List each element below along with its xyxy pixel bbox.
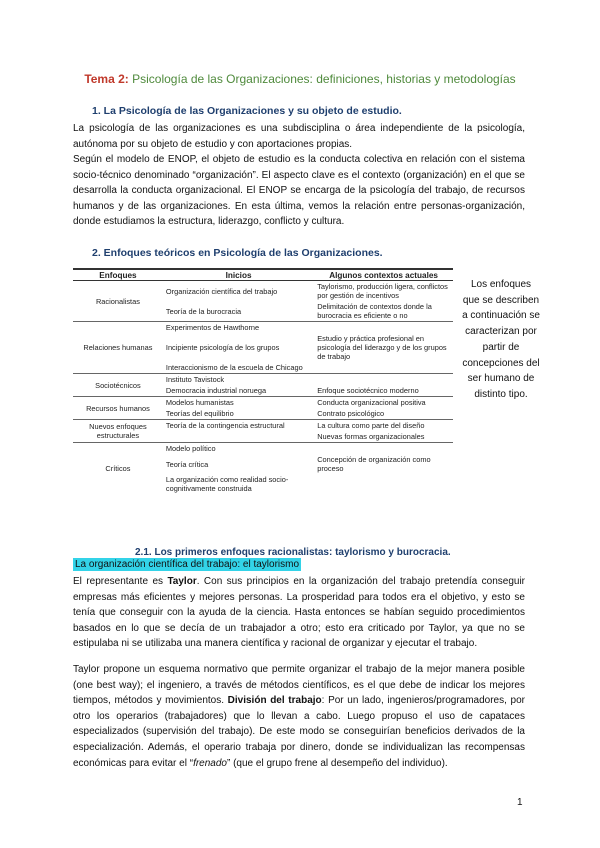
section-2-1-heading: 2.1. Los primeros enfoques racionalistas: taylorismo y burocracia. [135, 547, 451, 558]
p1-text-b: . Con sus principios en la organización del trabajo pretendía conseguir empresas más eficientes y mejores personas. La prosperidad para todos era el objetivo, y esto se tenía que conseguir con la ayuda de la ciencia. Hasta entonces se habían seguido procedimientos basados en lo que se decía de un trabajador a otro; esto era criticado por Taylor, ya que no se estipulaba ni se utilizaba una manera científica y racional de organizar y ejecutar el trabajo. [73, 576, 526, 650]
cell-inicio: Interaccionismo de la escuela de Chicago [165, 363, 303, 372]
cell-enfoque: Racionalistas [95, 296, 140, 306]
title-rest: Psicología de las Organizaciones: definiciones, historias y metodologías [132, 72, 516, 86]
cell-contexto [314, 474, 453, 494]
document-title [0, 72, 600, 86]
taylor-paragraph-1 [73, 574, 525, 652]
cell-enfoque: Recursos humanos [73, 397, 163, 420]
highlighted-subheading: La organización científica del trabajo: el taylorismo [75, 559, 300, 570]
table-row [73, 397, 453, 409]
cell-inicio: Instituto Tavistock [163, 374, 314, 386]
table-row [73, 374, 453, 386]
cell-inicio: Modelo político [163, 443, 314, 455]
table-row [73, 443, 453, 455]
cell-enfoque: Sociotécnicos [73, 374, 163, 397]
cell-enfoque: Relaciones humanas [73, 322, 163, 374]
header-enfoques: Enfoques [73, 269, 163, 281]
cell-inicio: Teorías del equilibrio [165, 409, 234, 418]
p2-text-c: ” (que el grupo frene al desempeño del individuo). [226, 757, 448, 769]
header-contextos: Algunos contextos actuales [314, 269, 453, 281]
approaches-table [73, 268, 453, 494]
table-row [73, 420, 453, 432]
table-row [73, 322, 453, 334]
cell-contexto: Concepción de organización como proceso [317, 455, 431, 473]
cell-contexto: Delimitación de contextos donde la burocracia es eficiente o no [317, 302, 432, 320]
cell-inicio: Organización científica del trabajo [165, 286, 278, 296]
title-lead: Tema 2: [84, 72, 129, 86]
cell-contexto: Enfoque sociotécnico moderno [317, 386, 419, 395]
section-2-heading: 2. Enfoques teóricos en Psicología de las Organizaciones. [92, 247, 383, 259]
cell-contexto [314, 322, 453, 334]
cell-inicio: Teoría de la burocracia [165, 306, 242, 316]
section-1-paragraph-2: Según el modelo de ENOP, el objeto de estudio es la conducta colectiva en relación con el sistema socio-técnico denominado “organización”. El aspecto clave es el contexto (organización) en el que se desarrolla la conducta organizacional. El ENOP se encarga de la psicología del trabajo, de recursos humanos y de las organizaciones. En esta última, vemos la relación entre personas-organización, donde estudiamos la estructura, liderazgo, conflicto y cultura. [73, 154, 525, 228]
table-body [73, 281, 453, 495]
section-1-paragraph-1: La psicología de las organizaciones es una subdisciplina o área independiente de la psicología, autónoma por su objeto de estudio y con aportaciones propias. [73, 123, 525, 150]
section-1-heading: 1. La Psicología de las Organizaciones y su objeto de estudio. [92, 105, 402, 117]
cell-contexto [314, 443, 453, 455]
cell-inicio: La organización como realidad socio-cognitivamente construida [165, 475, 289, 493]
cell-inicio: Teoría de la contingencia estructural [163, 420, 314, 432]
p2-text-a: Taylor propone un esquema normativo que permite organizar el trabajo de la mejor manera posible (one best way); el ingeniero, a través de métodos científicos, es el que debe de indicar los mejores tiempos, métodos y movimientos. [73, 664, 525, 707]
table-side-note: Los enfoques que se describen a continuación se caracterizan por partir de concepciones del ser humano de distinto tipo. [462, 279, 540, 400]
cell-contexto: Nuevas formas organizacionales [317, 432, 425, 441]
table-header-row [73, 269, 453, 281]
cell-enfoque: Nuevos enfoques estructurales [73, 420, 163, 443]
cell-contexto: La cultura como parte del diseño [314, 420, 453, 432]
cell-contexto: Contrato psicológico [317, 409, 385, 418]
cell-inicio [163, 431, 314, 443]
frenado-term: frenado [193, 757, 227, 769]
cell-contexto [314, 374, 453, 386]
cell-inicio: Democracia industrial noruega [165, 386, 267, 395]
page-number: 1 [517, 797, 523, 808]
cell-inicio: Modelos humanistas [163, 397, 314, 409]
cell-contexto: Estudio y práctica profesional en psicología del liderazgo y de los grupos de trabajo [317, 334, 447, 361]
cell-inicio: Incipiente psicología de los grupos [165, 343, 280, 352]
taylor-paragraph-2 [73, 662, 525, 771]
table-row [73, 281, 453, 302]
cell-contexto: Conducta organizacional positiva [314, 397, 453, 409]
division-del-trabajo: División del trabajo [227, 695, 322, 707]
cell-enfoque: Críticos [73, 443, 163, 495]
cell-inicio: Experimentos de Hawthorne [163, 322, 314, 334]
cell-inicio: Teoría crítica [165, 459, 209, 469]
p2-text-b: : Por un lado, ingenieros/programadores, por otro los operarios (trabajadores) que lo llevan a cabo. Luego propuso el uso de capataces especializados (supervisión del trabajo). De este modo se conseguirían beneficios derivados de la especialización. Además, el operario trabaja por dinero, donde se individualizan las recompensas económicas para evitar el “ [73, 695, 525, 769]
header-inicios: Inicios [163, 269, 314, 281]
cell-contexto [314, 362, 453, 374]
p1-text-a: El representante es [73, 576, 168, 587]
cell-contexto: Taylorismo, producción ligera, conflictos por gestión de incentivos [317, 282, 448, 300]
taylor-name: Taylor [167, 576, 197, 587]
